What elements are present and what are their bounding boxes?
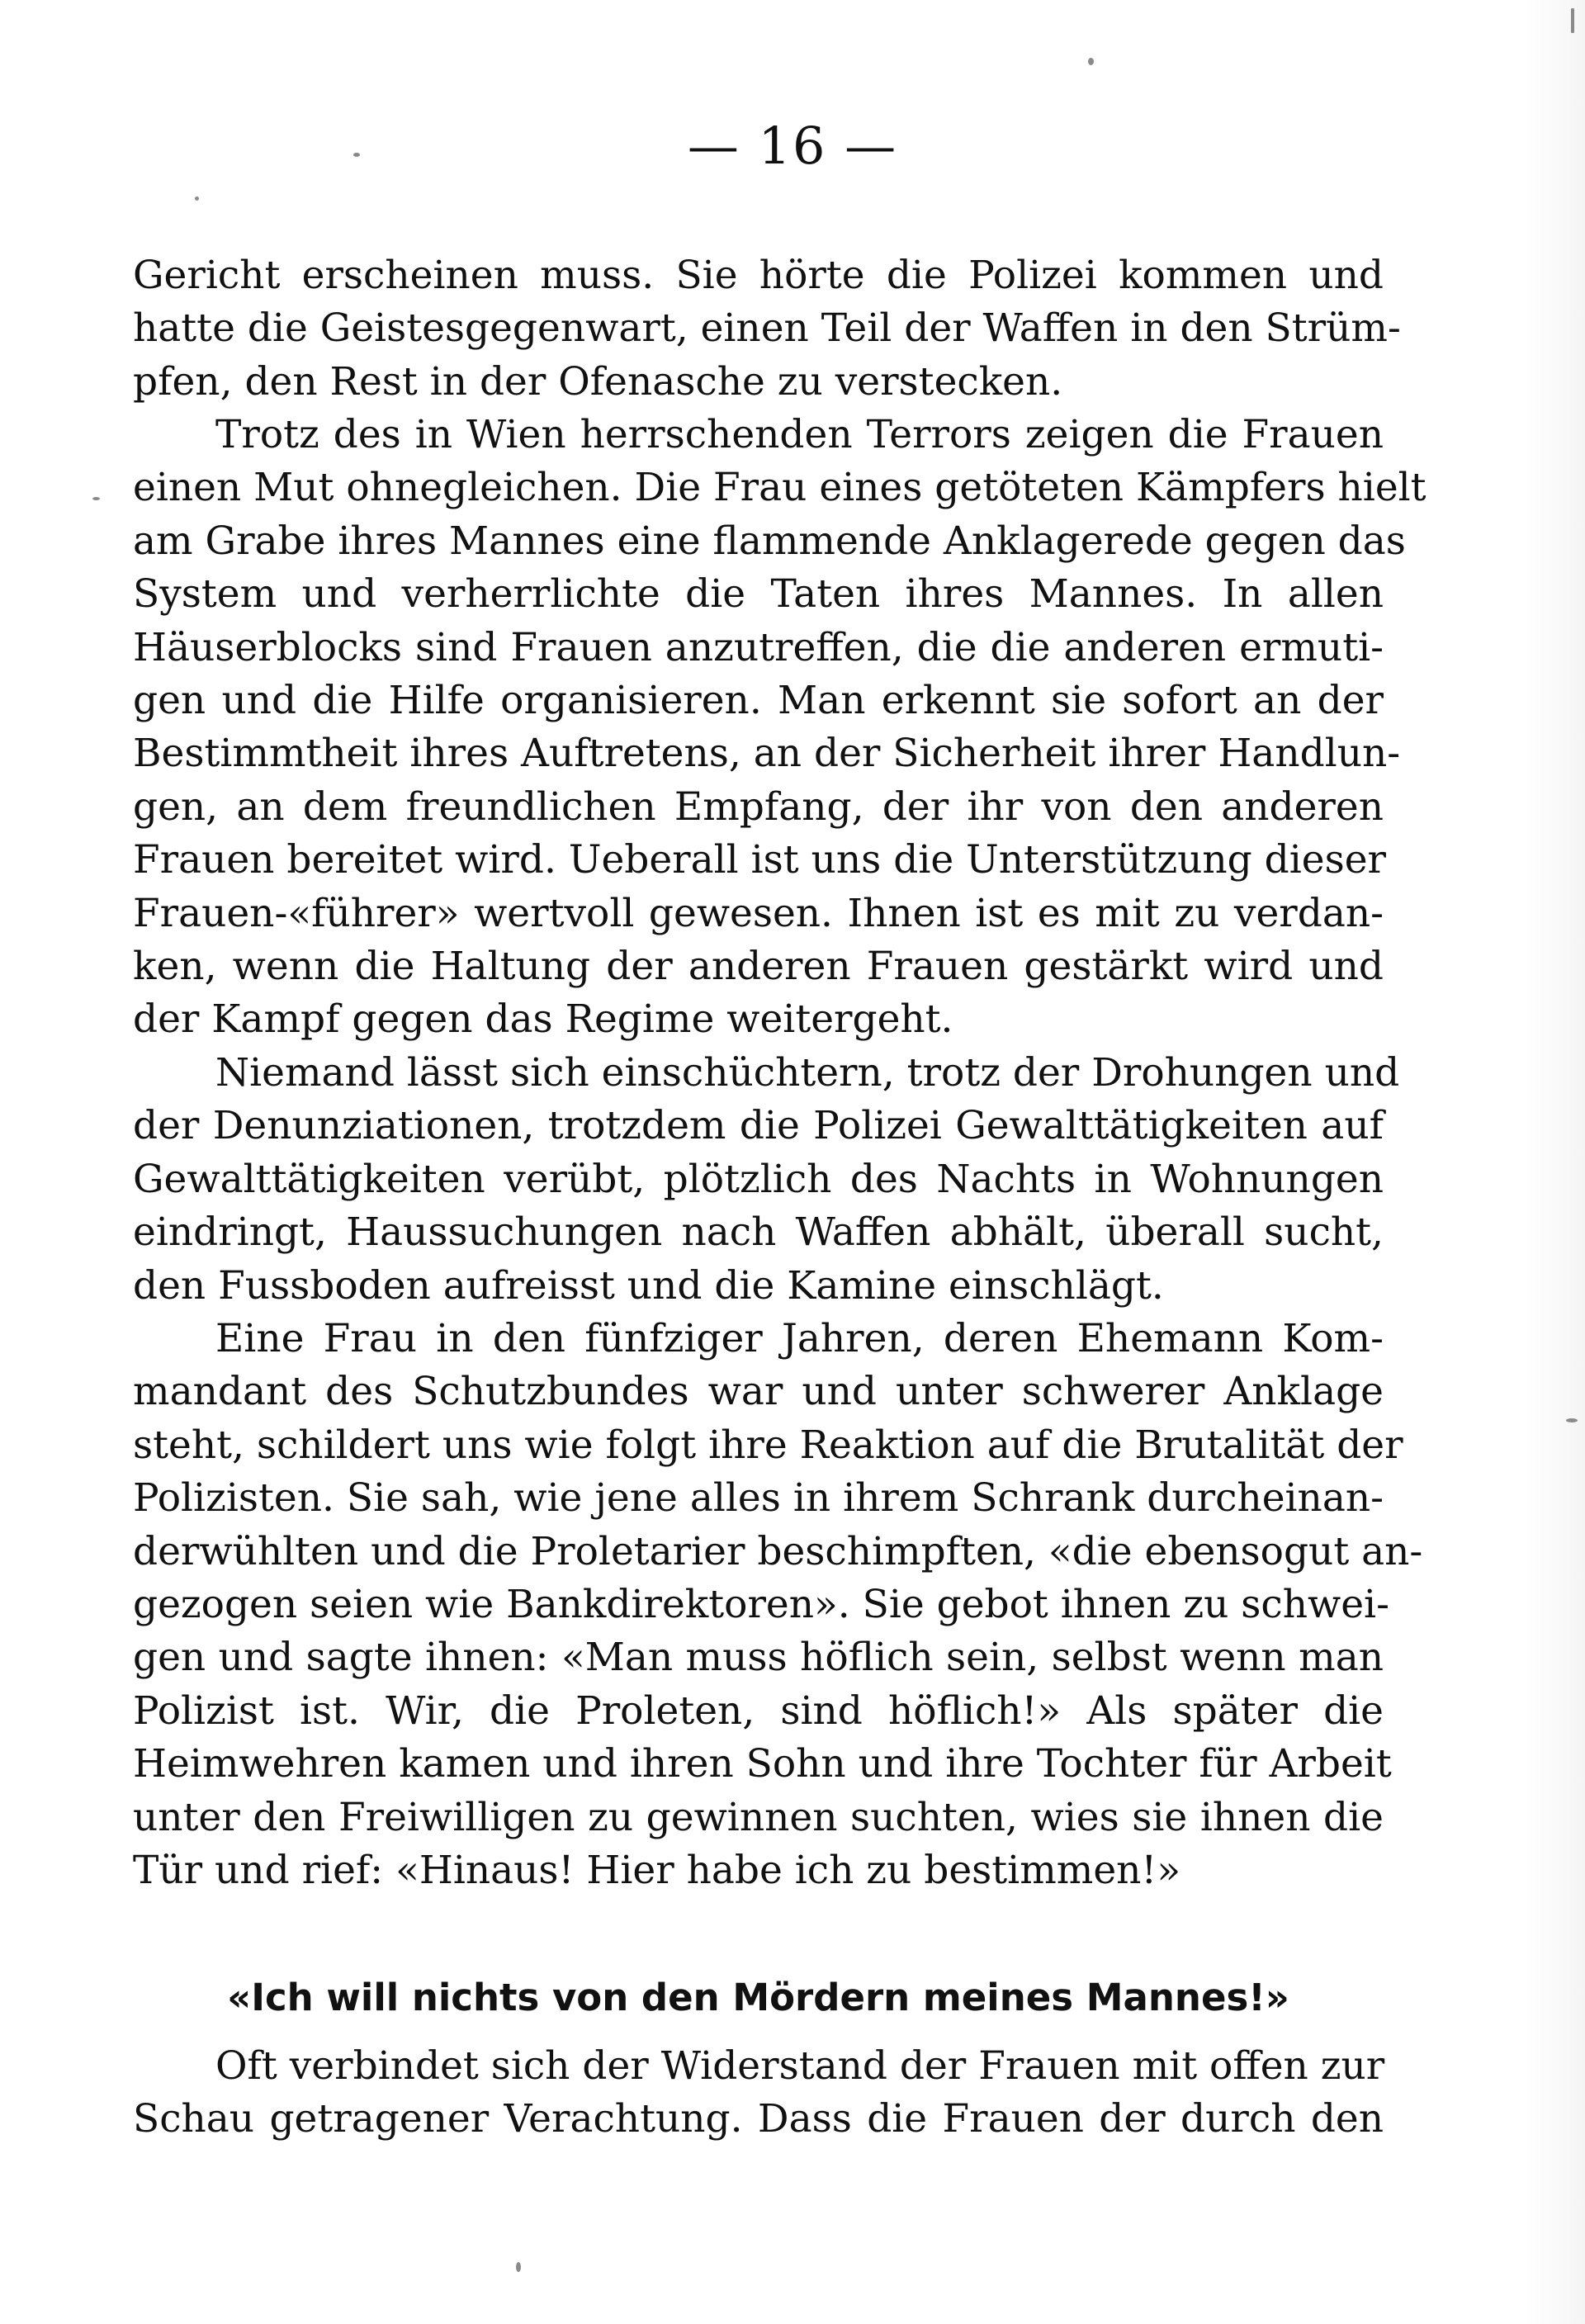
- text-line: Häuserblocks sind Frauen anzutreffen, die die anderen ermuti-: [133, 624, 1384, 670]
- text-line: Tür und rief: «Hinaus! Hier habe ich zu bestimmen!»: [133, 1847, 1181, 1893]
- text-line: Polizist ist. Wir, die Proleten, sind höflich!» Als später die: [133, 1687, 1384, 1734]
- text-line: Trotz des in Wien herrschenden Terrors zeigen die Frauen: [215, 412, 1384, 457]
- text-line: Frauen bereitet wird. Ueberall ist uns die Unterstützung dieser: [133, 837, 1386, 883]
- text-line: pfen, den Rest in der Ofenasche zu verstecken.: [133, 358, 1063, 405]
- page-number: — 16 —: [687, 116, 898, 176]
- scan-speck: [353, 153, 360, 157]
- paragraph-widerstand: [133, 2040, 1384, 2147]
- scan-speck: [1088, 58, 1094, 65]
- text-line: Oft verbindet sich der Widerstand der Frauen mit offen zur: [215, 2043, 1385, 2089]
- text-line: Bestimmtheit ihres Auftretens, an der Sicherheit ihrer Handlun-: [133, 731, 1401, 777]
- text-line: gen und die Hilfe organisieren. Man erkennt sie sofort an der: [133, 677, 1384, 723]
- text-line: Schau getragener Verachtung. Dass die Frauen der durch den: [133, 2096, 1384, 2142]
- text-line: einen Mut ohnegleichen. Die Frau eines getöteten Kämpfers hielt: [133, 465, 1426, 511]
- text-line: derwühlten und die Proletarier beschimpften, «die ebensogut an-: [133, 1528, 1423, 1574]
- paragraph-terror: [133, 409, 1426, 1047]
- scan-speck: [1571, 8, 1574, 33]
- text-line: eindringt, Haussuchungen nach Waffen abhält, überall sucht,: [133, 1209, 1384, 1256]
- text-line: der Kampf gegen das Regime weitergeht.: [133, 996, 953, 1043]
- scan-speck: [516, 2262, 521, 2272]
- text-line: mandant des Schutzbundes war und unter schwerer Anklage: [133, 1369, 1384, 1415]
- text-line: den Fussboden aufreisst und die Kamine einschlägt.: [133, 1262, 1164, 1309]
- scan-edge-shading: [1527, 0, 1585, 2324]
- text-line: Gewalttätigkeiten verübt, plötzlich des Nachts in Wohnungen: [133, 1156, 1384, 1202]
- text-line: gezogen seien wie Bankdirektoren». Sie gebot ihnen zu schwei-: [133, 1581, 1389, 1627]
- text-line: Eine Frau in den fünfziger Jahren, deren Ehemann Kom-: [215, 1316, 1384, 1361]
- text-line: der Denunziationen, trotzdem die Polizei Gewalttätigkeiten auf: [133, 1103, 1384, 1149]
- paragraph-continued: [133, 249, 1401, 409]
- text-line: Frauen-«führer» wertvoll gewesen. Ihnen ist es mit zu verdan-: [133, 890, 1384, 936]
- scan-speck: [195, 196, 199, 201]
- text-line: steht, schildert uns wie folgt ihre Reaktion auf die Brutalität der: [133, 1422, 1403, 1468]
- text-line: ken, wenn die Haltung der anderen Frauen gestärkt wird und: [133, 943, 1384, 989]
- text-line: Niemand lässt sich einschüchtern, trotz der Drohungen und: [215, 1050, 1400, 1096]
- section-heading: «Ich will nichts von den Mördern meines Mannes!»: [227, 1976, 1289, 2019]
- text-line: am Grabe ihres Mannes eine flammende Anklagerede gegen das: [133, 518, 1406, 564]
- paragraph-eine-frau: [133, 1313, 1423, 1897]
- scan-speck: [1566, 1418, 1578, 1422]
- text-line: Gericht erscheinen muss. Sie hörte die Polizei kommen und: [133, 253, 1384, 298]
- paragraph-niemand: [133, 1047, 1400, 1313]
- text-line: Heimwehren kamen und ihren Sohn und ihre Tochter für Arbeit: [133, 1741, 1392, 1787]
- text-line: hatte die Geistesgegenwart, einen Teil der Waffen in den Strüm-: [133, 305, 1401, 352]
- text-line: Polizisten. Sie sah, wie jene alles in ihrem Schrank durcheinan-: [133, 1475, 1384, 1522]
- scan-speck: [92, 497, 100, 500]
- text-line: gen, an dem freundlichen Empfang, der ihr von den anderen: [133, 783, 1384, 830]
- text-line: unter den Freiwilligen zu gewinnen suchten, wies sie ihnen die: [133, 1794, 1384, 1840]
- text-line: System und verherrlichte die Taten ihres Mannes. In allen: [133, 571, 1384, 618]
- text-line: gen und sagte ihnen: «Man muss höflich sein, selbst wenn man: [133, 1635, 1384, 1681]
